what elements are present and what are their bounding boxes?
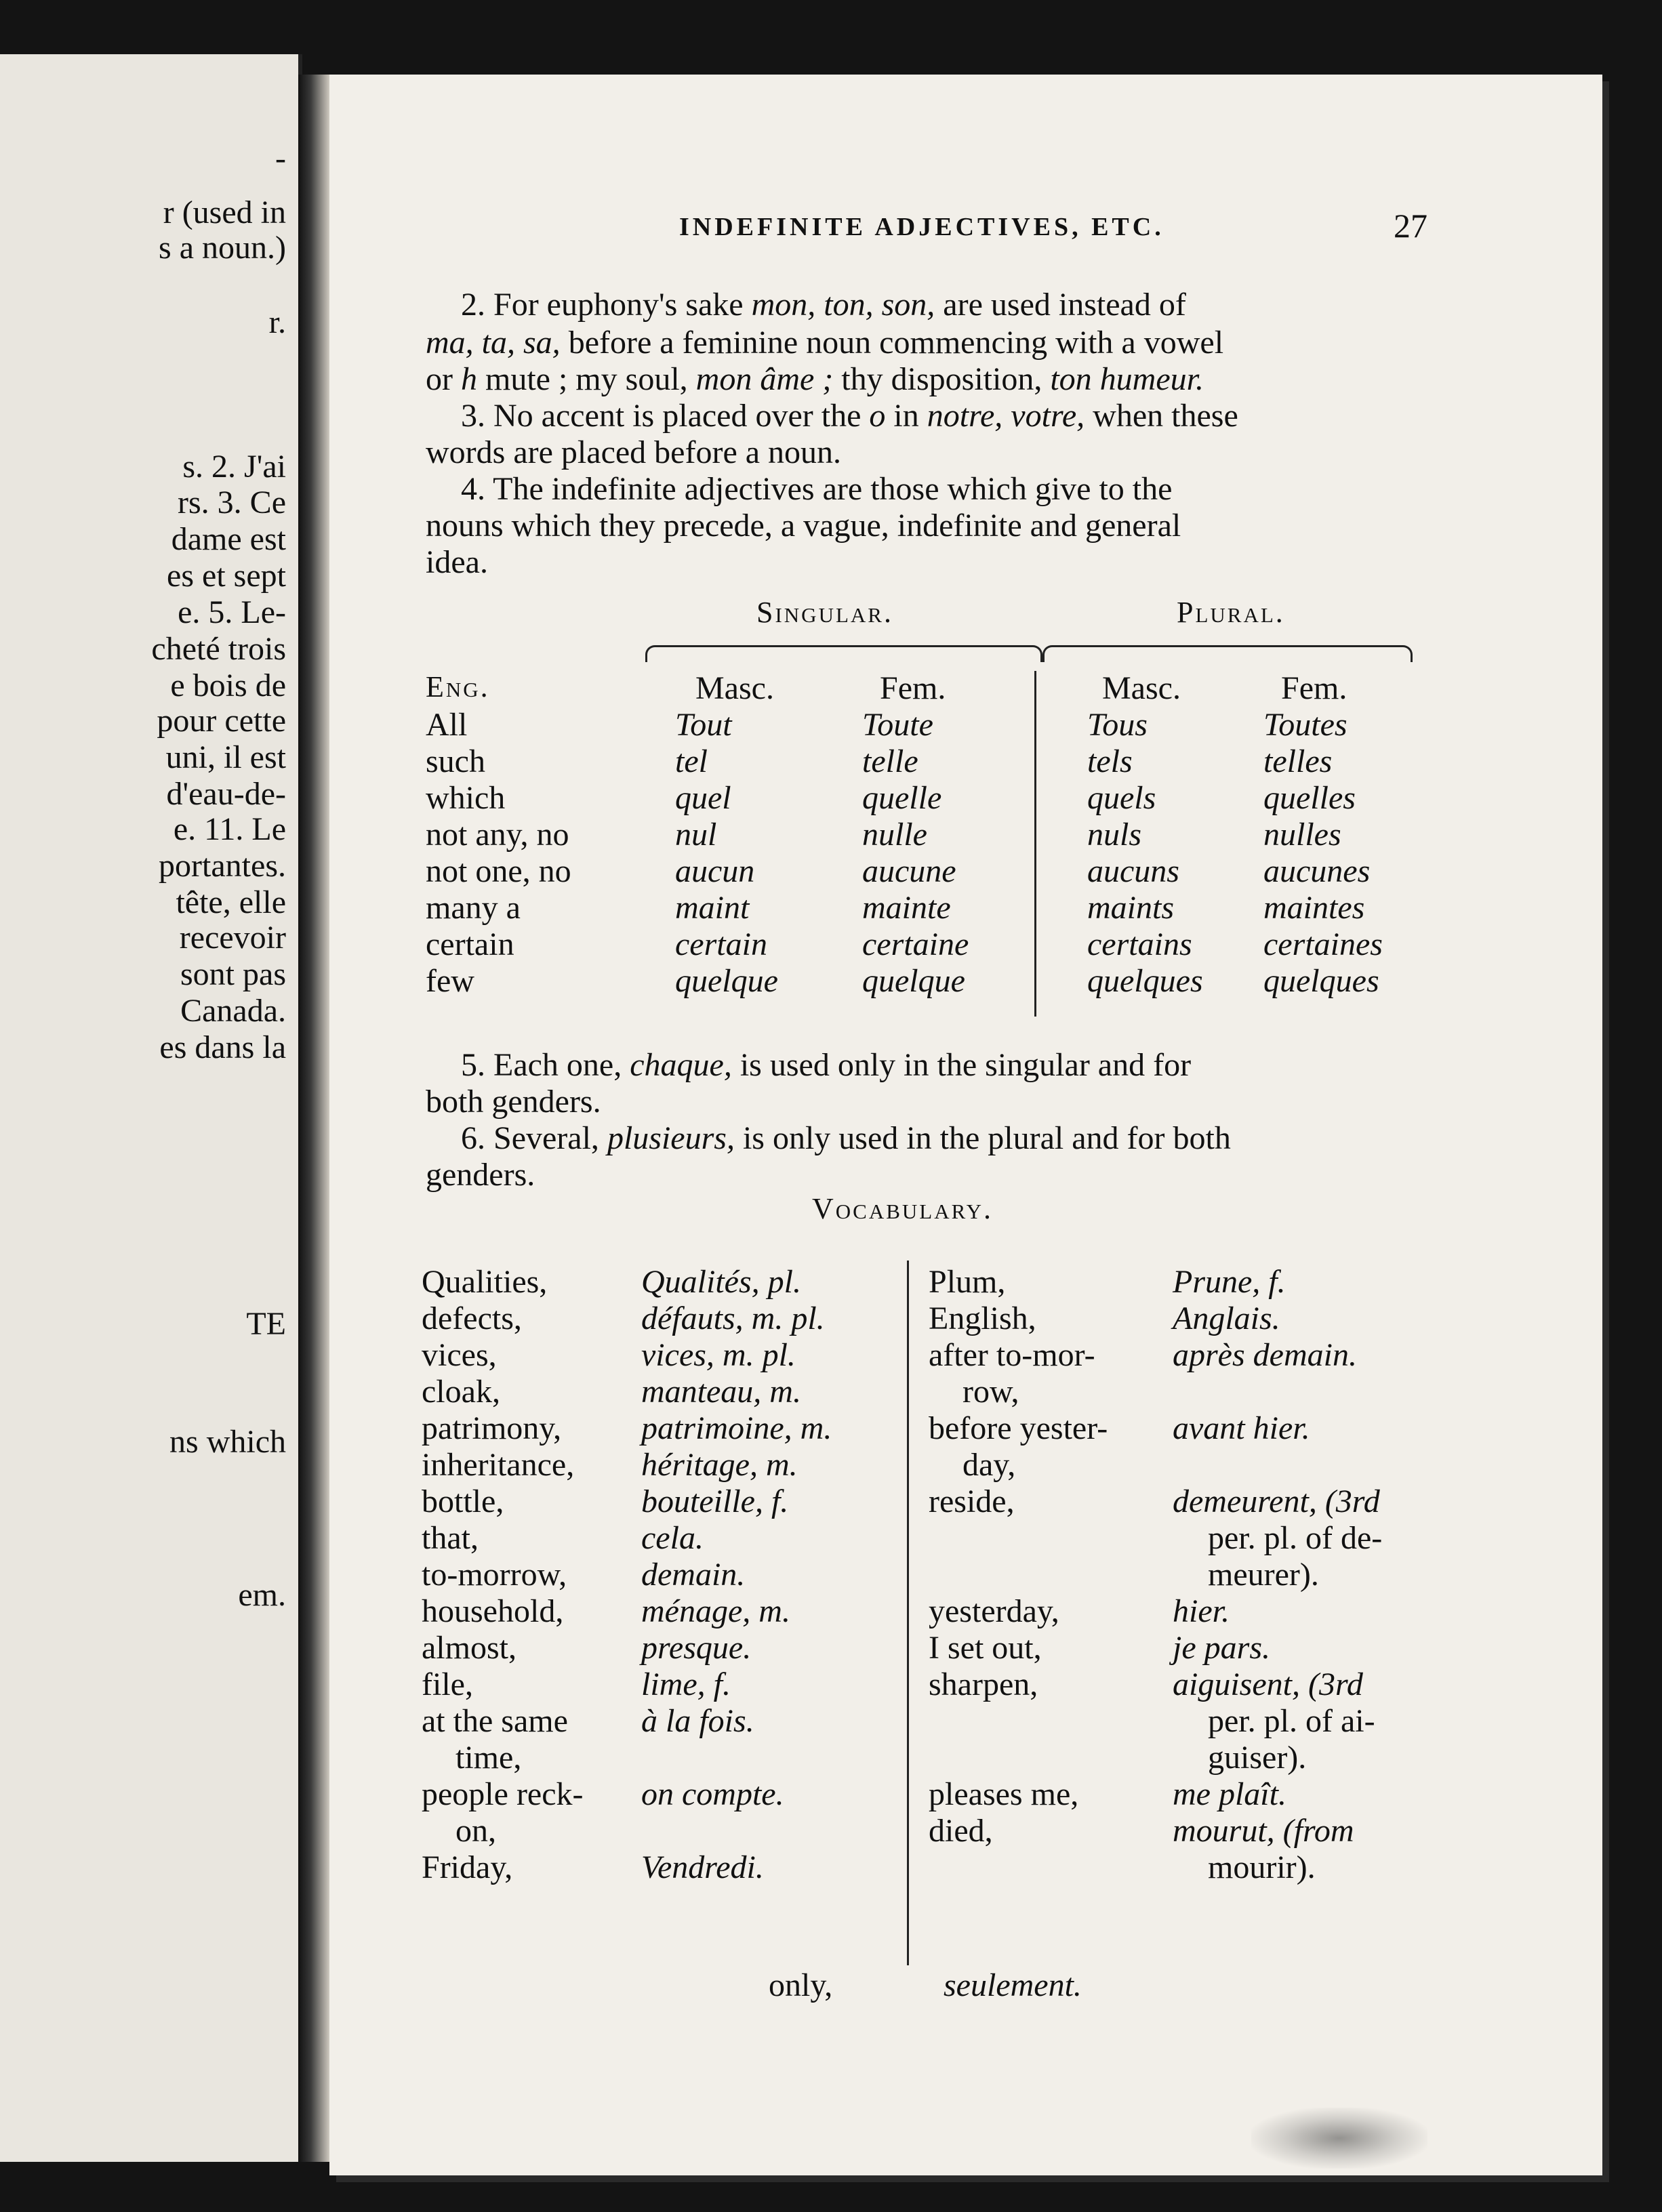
- vocab-french: bouteille, f.: [641, 1483, 789, 1519]
- paragraph-line: [461, 1049, 1191, 1082]
- table-header-cell: Masc.: [1102, 670, 1181, 706]
- text-run: notre, votre,: [927, 398, 1085, 434]
- paragraph-line: [461, 473, 1172, 506]
- vocab-english: English,: [929, 1300, 1036, 1336]
- text-run: 3. No accent is placed over the: [461, 398, 870, 434]
- text-run: or: [426, 361, 461, 397]
- vocab-french: mourir).: [1208, 1849, 1316, 1885]
- table-header-cell: Fem.: [1281, 670, 1347, 706]
- vocab-english: that,: [422, 1520, 479, 1556]
- table-french-cell: telle: [862, 743, 918, 779]
- table-english-cell: few: [426, 963, 474, 999]
- vocab-english: vices,: [422, 1337, 497, 1373]
- singular-brace: [645, 645, 1042, 662]
- table-english-cell: not one, no: [426, 853, 571, 889]
- vocab-french: per. pl. of de-: [1208, 1520, 1383, 1556]
- table-header-cell: Fem.: [880, 670, 946, 706]
- vocab-english: household,: [422, 1593, 564, 1629]
- text-run: when these: [1085, 398, 1238, 434]
- vocab-french: manteau, m.: [641, 1374, 801, 1410]
- table-french-cell: nulles: [1263, 817, 1341, 853]
- vocab-english: died,: [929, 1813, 993, 1849]
- vocab-french: patrimoine, m.: [641, 1410, 832, 1446]
- table-french-cell: telles: [1263, 743, 1333, 779]
- paragraph-line: [426, 510, 1181, 542]
- vocab-french: aiguisent, (3rd: [1173, 1666, 1363, 1702]
- vocab-french: demain.: [641, 1557, 746, 1593]
- vocab-french: Anglais.: [1173, 1300, 1280, 1336]
- table-french-cell: quelles: [1263, 780, 1356, 816]
- vocab-french: presque.: [641, 1630, 752, 1666]
- paragraph-line: [461, 400, 1238, 432]
- vocab-english: almost,: [422, 1630, 516, 1666]
- table-french-cell: aucune: [862, 853, 956, 889]
- text-run: mon âme ;: [695, 361, 834, 397]
- left-page-line: dame est: [171, 521, 286, 557]
- vocab-english: I set out,: [929, 1630, 1042, 1666]
- vocab-english: day,: [962, 1447, 1016, 1483]
- table-french-cell: maintes: [1263, 890, 1365, 926]
- vocab-french: demeurent, (3rd: [1173, 1483, 1380, 1519]
- paragraph-line: [426, 1159, 535, 1191]
- table-english-cell: many a: [426, 890, 521, 926]
- table-french-cell: aucun: [675, 853, 755, 889]
- vocabulary-divider: [907, 1261, 909, 1965]
- left-page-line: es et sept: [167, 558, 286, 594]
- vocab-french: hier.: [1173, 1593, 1230, 1629]
- left-page-line: d'eau-de-: [166, 776, 286, 812]
- text-run: mon, ton, son,: [751, 287, 935, 323]
- text-run: in: [885, 398, 927, 434]
- running-title: INDEFINITE ADJECTIVES, ETC.: [679, 213, 1164, 241]
- vocab-french: cela.: [641, 1520, 704, 1556]
- text-run: are used instead of: [935, 287, 1186, 323]
- table-french-cell: certaine: [862, 926, 969, 962]
- left-page-line: e. 5. Le-: [178, 594, 286, 630]
- vocab-english: cloak,: [422, 1374, 500, 1410]
- page-number: 27: [1394, 207, 1427, 245]
- table-french-cell: nul: [675, 817, 717, 853]
- vocab-french: avant hier.: [1173, 1410, 1310, 1446]
- table-french-cell: quel: [675, 780, 731, 816]
- vocab-english: Qualities,: [422, 1264, 548, 1300]
- left-page-line: r (used in: [163, 194, 286, 230]
- left-page-line: sont pas: [180, 956, 286, 992]
- left-page-line: rs. 3. Ce: [178, 485, 286, 520]
- vocabulary-title: Vocabulary.: [812, 1192, 993, 1225]
- table-header-cell: Masc.: [695, 670, 774, 706]
- vocab-french: vices, m. pl.: [641, 1337, 796, 1373]
- vocab-english: sharpen,: [929, 1666, 1038, 1702]
- text-run: ma, ta, sa,: [426, 325, 561, 361]
- paragraph-line: [426, 436, 841, 469]
- table-french-cell: tel: [675, 743, 708, 779]
- paragraph-line: [461, 289, 1186, 321]
- left-page-line: -: [275, 140, 286, 176]
- left-page-line: r.: [268, 304, 286, 340]
- text-run: chaque,: [630, 1047, 732, 1083]
- vocab-english: patrimony,: [422, 1410, 562, 1446]
- vocab-english: to-morrow,: [422, 1557, 567, 1593]
- text-run: mute ; my soul,: [477, 361, 696, 397]
- vocab-english: Plum,: [929, 1264, 1006, 1300]
- text-run: is used only in the singular and for: [731, 1047, 1192, 1083]
- vocab-french: Vendredi.: [641, 1849, 764, 1885]
- vocab-english: yesterday,: [929, 1593, 1059, 1629]
- right-page: [329, 75, 1602, 2175]
- table-english-cell: not any, no: [426, 817, 569, 853]
- paragraph-line: [461, 1122, 1231, 1155]
- vocab-english: file,: [422, 1666, 473, 1702]
- left-page-line: em.: [238, 1577, 286, 1613]
- left-page-line: recevoir: [179, 920, 286, 956]
- plural-brace: [1042, 645, 1413, 662]
- text-run: 6. Several,: [461, 1120, 607, 1156]
- table-french-cell: quelques: [1263, 963, 1379, 999]
- text-run: o: [869, 398, 886, 434]
- table-french-cell: quelque: [675, 963, 778, 999]
- left-page-line: TE: [246, 1306, 286, 1342]
- vocab-french: me plaît.: [1173, 1776, 1286, 1812]
- table-french-cell: quelque: [862, 963, 965, 999]
- paragraph-line: [426, 327, 1223, 359]
- table-french-cell: Toutes: [1263, 707, 1347, 743]
- left-page-line: ns which: [169, 1424, 286, 1460]
- text-run: 4. The indefinite adjectives are those which give to the: [461, 471, 1173, 507]
- vocab-final-english: only,: [769, 1967, 833, 2003]
- ink-smudge: [1251, 2108, 1427, 2169]
- text-run: 2. For euphony's sake: [461, 287, 752, 323]
- left-page-line: Canada.: [180, 993, 286, 1029]
- table-french-cell: maints: [1087, 890, 1175, 926]
- vocab-english: defects,: [422, 1300, 522, 1336]
- text-run: thy disposition,: [833, 361, 1051, 397]
- vocab-english: after to-mor-: [929, 1337, 1095, 1373]
- vocab-english: inheritance,: [422, 1447, 575, 1483]
- vocab-french: lime, f.: [641, 1666, 731, 1702]
- table-divider: [1034, 671, 1036, 1017]
- vocab-english: on,: [455, 1813, 496, 1849]
- text-run: both genders.: [426, 1084, 601, 1120]
- vocab-french: on compte.: [641, 1776, 784, 1812]
- vocab-english: pleases me,: [929, 1776, 1079, 1812]
- text-run: idea.: [426, 544, 488, 580]
- table-french-cell: mainte: [862, 890, 951, 926]
- table-french-cell: tels: [1087, 743, 1133, 779]
- left-page-line: e. 11. Le: [173, 811, 286, 847]
- text-run: h: [460, 361, 477, 397]
- table-french-cell: Tous: [1087, 707, 1148, 743]
- singular-heading: Singular.: [756, 596, 893, 629]
- vocab-french: à la fois.: [641, 1703, 754, 1739]
- table-french-cell: certains: [1087, 926, 1192, 962]
- text-run: nouns which they precede, a vague, indefinite and general: [426, 508, 1181, 544]
- left-page-line: e bois de: [170, 668, 286, 703]
- table-french-cell: nuls: [1087, 817, 1142, 853]
- left-page-line: s. 2. J'ai: [182, 449, 286, 485]
- left-facing-page: [0, 54, 302, 2162]
- text-run: ton humeur.: [1050, 361, 1204, 397]
- table-header-cell: Eng.: [426, 670, 490, 703]
- vocab-final-french: seulement.: [944, 1967, 1082, 2003]
- table-english-cell: certain: [426, 926, 514, 962]
- table-french-cell: aucunes: [1263, 853, 1371, 889]
- vocab-french: défauts, m. pl.: [641, 1300, 825, 1336]
- table-french-cell: quels: [1087, 780, 1156, 816]
- vocab-english: bottle,: [422, 1483, 504, 1519]
- vocab-french: héritage, m.: [641, 1447, 798, 1483]
- vocab-english: row,: [962, 1374, 1019, 1410]
- vocab-french: après demain.: [1173, 1337, 1357, 1373]
- vocab-english: Friday,: [422, 1849, 513, 1885]
- vocab-english: people reck-: [422, 1776, 584, 1812]
- table-french-cell: quelle: [862, 780, 942, 816]
- table-english-cell: All: [426, 707, 468, 743]
- vocab-french: Qualités, pl.: [641, 1264, 801, 1300]
- left-page-line: es dans la: [159, 1029, 286, 1065]
- text-run: is only used in the plural and for both: [734, 1120, 1231, 1156]
- table-english-cell: which: [426, 780, 506, 816]
- paragraph-line: [426, 546, 488, 579]
- table-french-cell: certain: [675, 926, 767, 962]
- table-french-cell: certaines: [1263, 926, 1383, 962]
- vocab-english: before yester-: [929, 1410, 1108, 1446]
- left-page-line: s a noun.): [159, 230, 286, 266]
- left-page-line: pour cette: [157, 703, 286, 739]
- vocab-english: at the same: [422, 1703, 568, 1739]
- vocab-french: mourut, (from: [1173, 1813, 1354, 1849]
- vocab-french: je pars.: [1173, 1630, 1270, 1666]
- table-french-cell: Tout: [675, 707, 732, 743]
- vocab-french: guiser).: [1208, 1740, 1307, 1776]
- paragraph-line: [426, 363, 1204, 396]
- text-run: 5. Each one,: [461, 1047, 630, 1083]
- table-english-cell: such: [426, 743, 485, 779]
- vocab-english: time,: [455, 1740, 522, 1776]
- table-french-cell: maint: [675, 890, 750, 926]
- left-page-line: uni, il est: [165, 739, 286, 775]
- vocab-french: meurer).: [1208, 1557, 1319, 1593]
- plural-heading: Plural.: [1177, 596, 1285, 629]
- left-page-line: portantes.: [159, 848, 286, 884]
- table-french-cell: Toute: [862, 707, 933, 743]
- vocab-french: Prune, f.: [1173, 1264, 1286, 1300]
- left-page-line: cheté trois: [151, 631, 286, 667]
- table-french-cell: nulle: [862, 817, 927, 853]
- vocab-english: reside,: [929, 1483, 1015, 1519]
- book-gutter: [298, 75, 329, 2162]
- table-french-cell: quelques: [1087, 963, 1203, 999]
- table-french-cell: aucuns: [1087, 853, 1179, 889]
- vocab-french: per. pl. of ai-: [1208, 1703, 1375, 1739]
- text-run: words are placed before a noun.: [426, 434, 842, 470]
- left-page-line: tête, elle: [176, 884, 286, 920]
- paragraph-line: [426, 1086, 601, 1118]
- vocab-french: ménage, m.: [641, 1593, 790, 1629]
- text-run: genders.: [426, 1157, 535, 1193]
- text-run: before a feminine noun commencing with a vowel: [560, 325, 1224, 361]
- text-run: plusieurs,: [607, 1120, 735, 1156]
